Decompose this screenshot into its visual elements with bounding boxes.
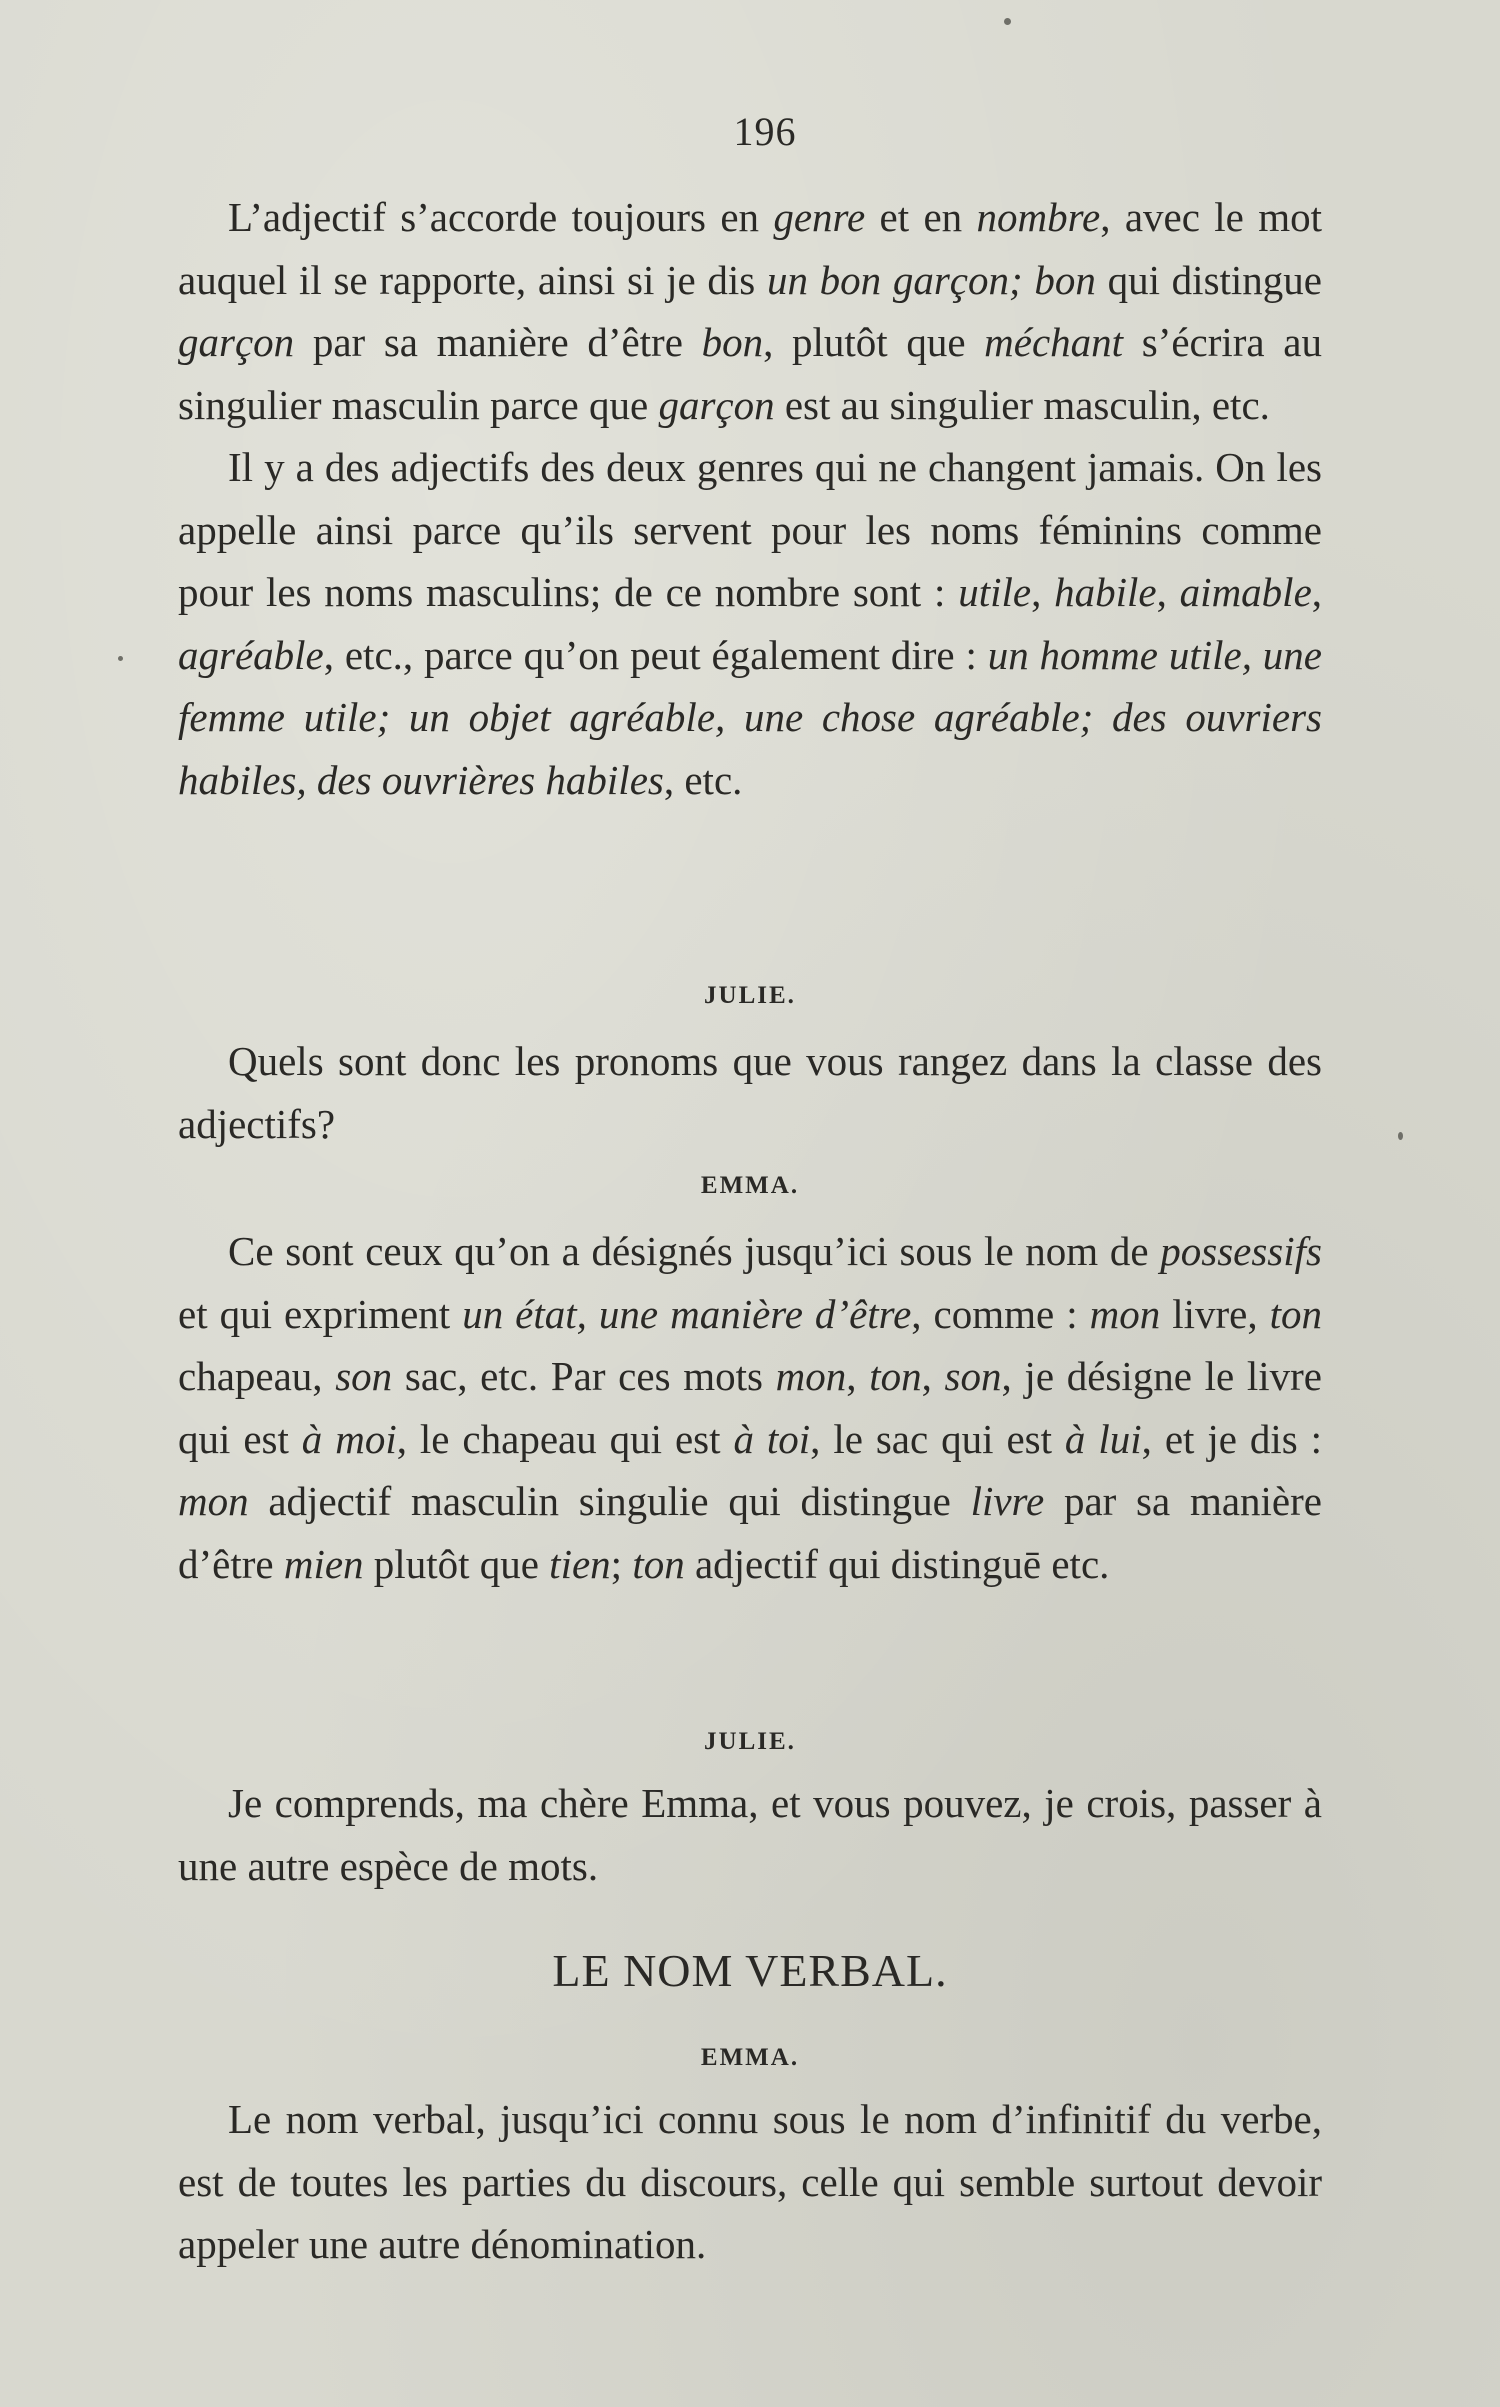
italic-term: à toi [733,1415,811,1462]
text-run [1023,257,1035,303]
text-run: livre, [1160,1290,1270,1337]
text-run: , et je dis : [1141,1415,1323,1462]
italic-term: mon [1089,1290,1161,1337]
paper-speck [118,656,123,661]
text-run: , le sac qui est [810,1415,1065,1462]
italic-term: livre [970,1478,1045,1524]
paragraph-text: Le nom verbal, jusqu’ici connu sous le nom d’infinitif du verbe, est de toutes les parties du discours, celle qui semble surtout devoir appeler une autre dénomination. [178,2096,1322,2267]
text-run: , etc. [663,756,743,803]
paragraph-text [178,436,1322,811]
italic-term: agréable [178,631,324,678]
text-run: , plutôt que [763,319,985,365]
italic-term: ton [869,1353,922,1399]
speaker-label-emma: EMMA. [700,1172,800,1199]
italic-term: utile [958,569,1032,615]
italic-term: genre [773,194,866,240]
italic-term: ton [1269,1290,1322,1337]
text-run: adjectif qui distinguē etc. [684,1540,1110,1587]
text-run: plutôt que [363,1540,550,1587]
text-run: adjectif masculin singulie qui distingue [248,1478,971,1524]
text-run: par sa manière d’être [178,1478,1322,1587]
italic-term: à lui [1064,1415,1142,1462]
text-run: Il y a des adjectifs des deux genres qui ne changent jamais. On les appelle ainsi parce qu’ils servent pour les noms féminins comme pour les noms masculins; de ce nombre sont : [178,444,1322,615]
paper-speck [1004,18,1011,25]
paragraph-text: Je comprends, ma chère Emma, et vous pouvez, je crois, passer à une autre espèce de mots. [178,1780,1322,1889]
italic-term: garçon [178,319,295,365]
text-run: et en [865,194,977,240]
paragraph-text [178,1220,1322,1595]
paragraph-adjective-agreement [178,186,1322,811]
text-run: , [1156,569,1180,615]
text-run: , je désigne le livre qui est [178,1353,1323,1462]
italic-term: bon [1034,256,1096,303]
paragraph-text: Quels sont donc les pronoms que vous rangez dans la classe des adjectifs? [178,1038,1322,1147]
italic-term: ton [632,1540,685,1587]
italic-term: habile [1054,569,1157,615]
italic-term: possessifs [1160,1228,1322,1274]
italic-term: un homme utile, une femme utile; un objet agréable, une chose agréable; des ouvriers habiles, des ouvrières habiles [178,631,1322,803]
paragraph-emma-possessives [178,1220,1322,1595]
speaker-label-julie: JULIE. [704,1728,796,1755]
italic-term: aimable [1179,569,1312,615]
text-run: s’écrira au singulier masculin parce que [178,319,1322,428]
speaker-label-julie: JULIE. [704,982,796,1009]
paragraph-julie-question [178,1030,1322,1155]
paragraph-text [178,186,1322,436]
paper-speck [1398,1132,1403,1140]
text-run: et qui expriment [178,1290,463,1337]
text-run: , avec le mot auquel il se rapporte, ainsi si je dis [178,194,1322,303]
italic-term: tien [549,1540,611,1587]
text-run: , [921,1353,945,1399]
paragraph-julie-reply [178,1772,1322,1897]
italic-term: un bon garçon; [766,256,1023,303]
text-run: Ce sont ceux qu’on a désignés jusqu’ici sous le nom de [228,1228,1161,1274]
italic-term: son [335,1353,393,1399]
text-run: qui distingue [1095,256,1323,303]
paragraph-emma-nom-verbal [178,2088,1322,2276]
italic-term: à moi [301,1415,397,1462]
text-run: sac, etc. Par ces mots [392,1353,776,1399]
text-run: , le chapeau qui est [396,1415,734,1462]
italic-term: garçon [658,381,775,428]
text-run: L’adjectif s’accorde toujours en [228,194,774,240]
italic-term: mon [178,1478,249,1524]
text-run: par sa manière d’être [294,319,702,365]
italic-term: mien [283,1540,364,1587]
page-number: 196 [733,109,797,154]
italic-term: un état, une manière d’être [462,1290,912,1337]
italic-term: nombre [976,194,1101,240]
italic-term: son [944,1353,1002,1399]
italic-term: mon [775,1353,847,1399]
text-run: , [1311,569,1323,615]
text-run: , [1031,569,1055,615]
speaker-label-emma: EMMA. [700,2044,800,2071]
italic-term: méchant [984,319,1124,365]
text-run: chapeau, [178,1353,336,1399]
text-run: , etc., parce qu’on peut également dire : [323,631,988,678]
section-title: LE NOM VERBAL. [552,1945,948,1996]
text-run: ; [610,1540,633,1587]
text-run: est au singulier masculin, etc. [774,381,1270,428]
text-run: , [846,1353,870,1399]
text-run: , comme : [911,1290,1090,1337]
italic-term: bon [701,319,764,365]
